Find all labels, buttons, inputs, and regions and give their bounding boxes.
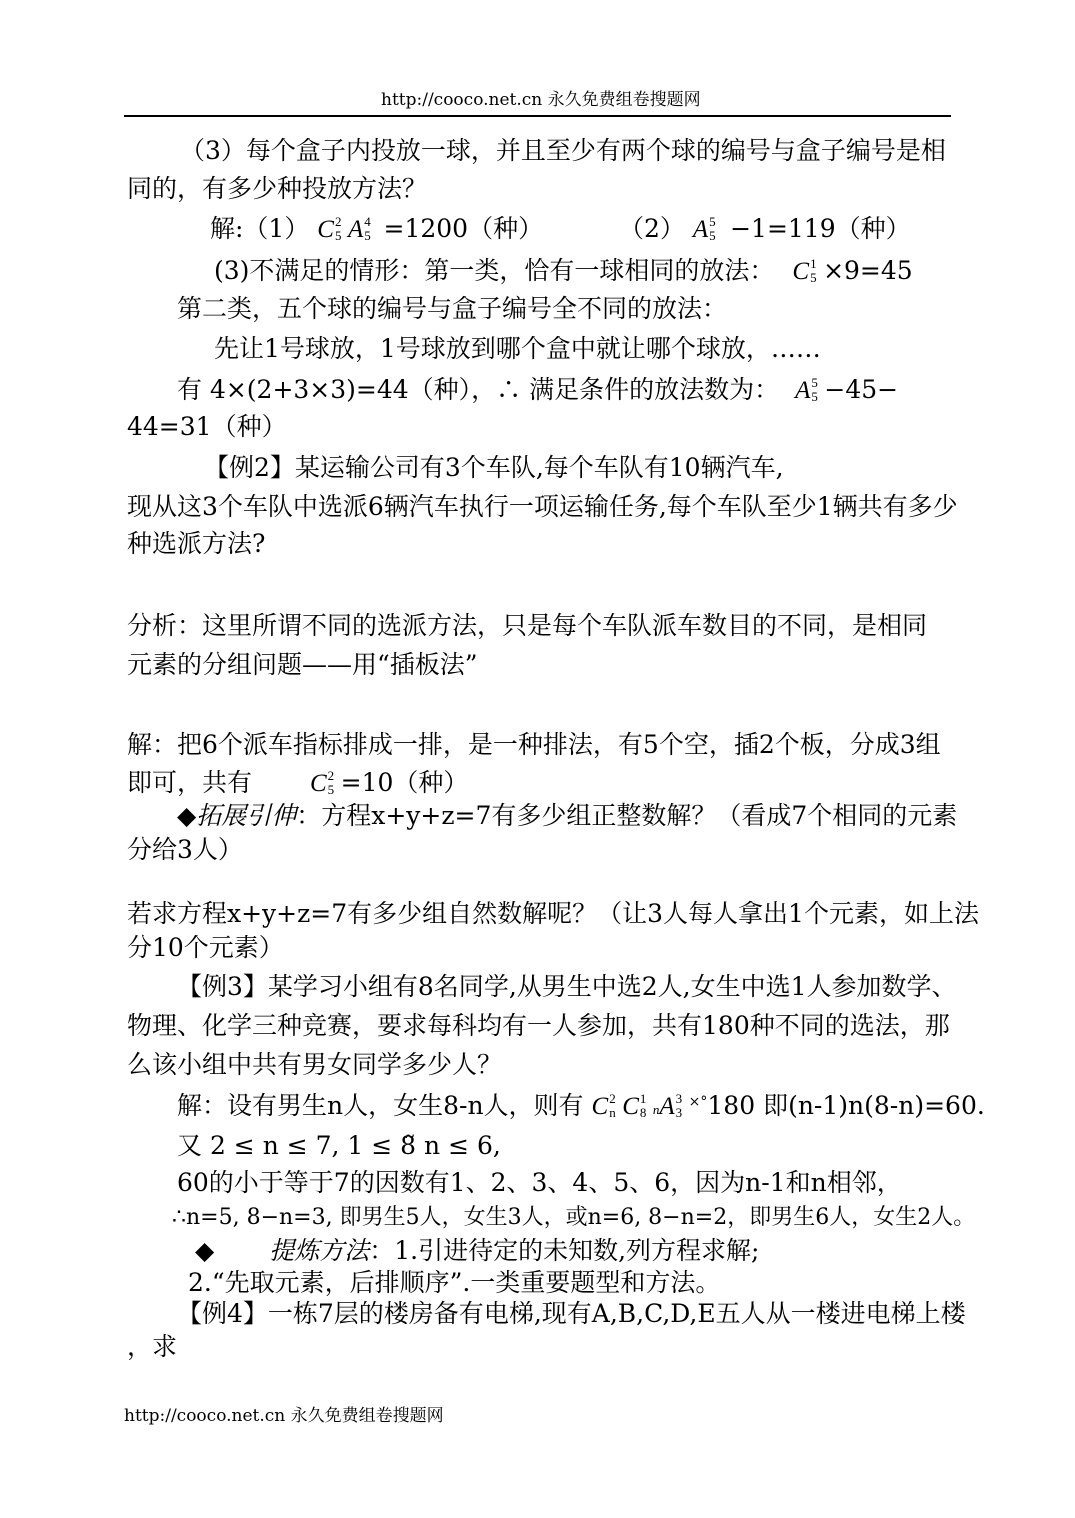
extension-line-3: 若求方程x+y+z=7有多少组自然数解呢？（让3人每人拿出1个元素，如上法	[127, 899, 979, 928]
example-4-line-2: ，求	[127, 1332, 178, 1361]
solution-3-line-5: 44=31（种）	[127, 412, 287, 441]
solution-ex3-line-1: 解：设有男生n人，女生8-n人，则有 C 2 n C 1 8 nA 3 3 ×°180 即(n-1)n(8-n)=60.	[177, 1091, 985, 1120]
extension-line-2: 分给3人）	[127, 835, 243, 864]
analysis-line-1: 分析：这里所谓不同的选派方法，只是每个车队派车数目的不同，是相同	[127, 611, 928, 640]
solution-ex3-line-3: 60的小于等于7的因数有1、2、3、4、5、6，因为n-1和n相邻，	[177, 1168, 902, 1197]
solution-1-2	[210, 216, 543, 242]
extension-line-1: ◆拓展引伸：方程x+y+z=7有多少组正整数解？（看成7个相同的元素	[177, 801, 958, 830]
solution-ex3-line-4: ∴n=5, 8−n=3, 即男生5人，女生3人，或n=6, 8−n=2，即男生6人，女生2人。	[172, 1205, 976, 1230]
solution-ex3-line-2: 又 2 ≤ n ≤ 7, 1 ≤ 8̃ n ≤ 6,	[177, 1131, 501, 1160]
formula-c52: C 2 5	[309, 768, 335, 797]
example-2-line-2: 现从这3个车队中选派6辆汽车执行一项运输任务,每个车队至少1辆共有多少	[127, 492, 958, 521]
solution-1-label: 解:（1）	[210, 214, 310, 243]
solution-3-line-1: (3)不满足的情形：第一类，恰有一球相同的放法： C 1 5 ×9=45	[214, 256, 913, 285]
solution-1-result: =1200（种）	[383, 214, 544, 243]
solution-2-result: −1=119（种）	[730, 214, 911, 243]
solution-ex2-line-2: 即可，共有 C 2 5 =10（种）	[127, 768, 469, 797]
method-line-2: 2.“先取元素，后排顺序”.一类重要题型和方法。	[188, 1268, 721, 1297]
example-3-line-3: 么该小组中共有男女同学多少人？	[127, 1050, 503, 1079]
formula-a55: A 5 5	[692, 214, 716, 243]
diamond-icon: ◆	[177, 801, 197, 830]
method-title: 提炼方法	[269, 1236, 370, 1265]
solution-2-label: （2）	[619, 214, 685, 243]
solution-ex2-line-1: 解：把6个派车指标排成一排，是一种排法，有5个空，插2个板，分成3组	[127, 730, 941, 759]
problem-part-3-line-2: 同的，有多少种投放方法？	[127, 174, 428, 203]
page-footer: http://cooco.net.cn 永久免费组卷搜题网	[124, 1406, 444, 1426]
formula-c52-a54: C 2 5 A 4 5	[317, 214, 371, 243]
formula-cn2-c8n1-a33: C 2 n C 1 8 nA 3 3	[591, 1091, 683, 1120]
header-rule	[124, 115, 951, 117]
example-3-line-2: 物理、化学三种竞赛，要求每科均有一人参加，共有180种不同的选法，那	[127, 1011, 950, 1040]
example-2-line-1: 【例2】某运输公司有3个车队,每个车队有10辆汽车,	[204, 453, 784, 482]
problem-part-3-line-1: （3）每个盒子内投放一球，并且至少有两个球的编号与盒子编号是相	[180, 136, 946, 165]
example-3-line-1: 【例3】某学习小组有8名同学,从男生中选2人,女生中选1人参加数学、	[177, 972, 957, 1001]
method-line-1: ◆ 提炼方法：1.引进待定的未知数,列方程求解;	[195, 1236, 760, 1265]
extension-line-4: 分10个元素）	[127, 933, 284, 962]
example-2-line-3: 种选派方法?	[127, 529, 266, 558]
analysis-line-2: 元素的分组问题——用“插板法”	[127, 650, 478, 679]
page-header: http://cooco.net.cn 永久免费组卷搜题网	[381, 90, 701, 110]
solution-3-line-4: 有 4×(2+3×3)=44（种），∴ 满足条件的放法数为： A 5 5 −45−	[177, 375, 899, 404]
formula-a55-b: A 5 5	[795, 375, 818, 404]
formula-c51: C 1 5	[792, 256, 817, 285]
extension-title: 拓展引伸	[196, 801, 297, 830]
solution-3-line-3: 先让1号球放，1号球放到哪个盒中就让哪个球放，……	[214, 334, 821, 363]
example-4-line-1: 【例4】一栋7层的楼房备有电梯,现有A,B,C,D,E五人从一楼进电梯上楼	[177, 1299, 966, 1328]
solution-3-line-2: 第二类，五个球的编号与盒子编号全不同的放法：	[177, 294, 728, 323]
solution-2	[619, 216, 911, 242]
diamond-icon: ◆	[195, 1236, 215, 1265]
